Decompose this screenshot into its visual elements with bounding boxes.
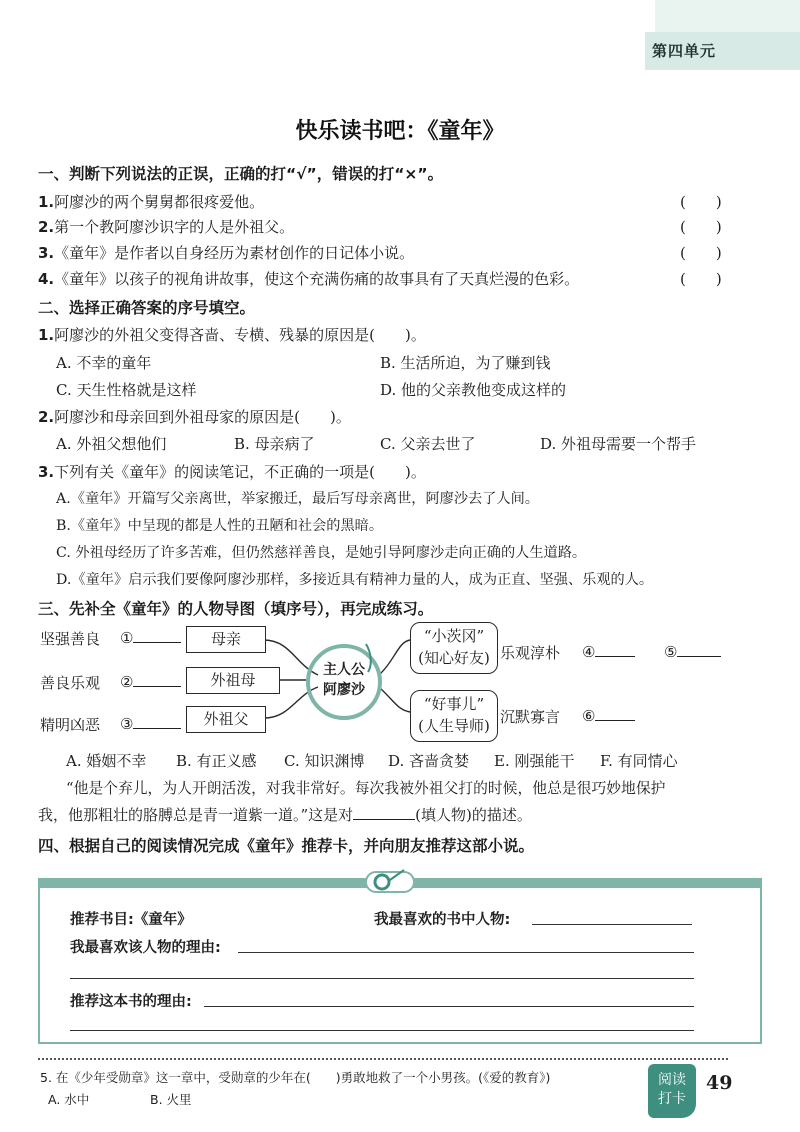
item-text: 阿廖沙的两个舅舅都很疼爱他。 xyxy=(54,193,265,211)
slot-number: ③ xyxy=(120,715,134,733)
slot-5[interactable] xyxy=(664,642,721,661)
question-text: 阿廖沙和母亲回到外祖母家的原因是( )。 xyxy=(54,408,351,426)
q1-option-a: A. 不幸的童年 xyxy=(56,354,152,372)
judge-item-4 xyxy=(38,268,579,289)
node-gypsy xyxy=(410,622,498,674)
slot-4[interactable] xyxy=(582,642,635,661)
q3-option-d: D.《童年》启示我们要像阿廖沙那样，多接近具有精神力量的人，成为正直、坚强、乐观的人。 xyxy=(56,572,654,588)
unit-tab-decoration xyxy=(655,0,800,34)
node-good-business xyxy=(410,690,498,742)
trait-right-2: 沉默寡言 xyxy=(500,708,561,726)
answer-paren-2[interactable]: ( ) xyxy=(680,218,722,236)
q3-option-b: B.《童年》中呈现的都是人性的丑陋和社会的黑暗。 xyxy=(56,518,384,534)
judge-item-1 xyxy=(38,191,264,212)
item-text: 《童年》是作者以自身经历为素材创作的日记体小说。 xyxy=(54,244,415,262)
q2-option-b: B. 母亲病了 xyxy=(234,435,315,453)
map-option-c: C. 知识渊博 xyxy=(284,752,365,770)
section1-heading: 一、判断下列说法的正误，正确的打“√”，错误的打“×”。 xyxy=(38,165,444,183)
protagonist-label: 主人公 xyxy=(323,662,365,678)
fill-blank[interactable] xyxy=(133,628,181,643)
question-text: 阿廖沙的外祖父变得吝啬、专横、残暴的原因是( )。 xyxy=(54,326,426,344)
fill-blank[interactable] xyxy=(133,672,181,687)
slot-2[interactable] xyxy=(120,672,181,691)
protagonist-name: 阿廖沙 xyxy=(323,682,365,698)
map-option-b: B. 有正义感 xyxy=(176,752,257,770)
judge-item-2 xyxy=(38,216,294,237)
reason-input-line-2[interactable] xyxy=(70,978,694,979)
question-text: 下列有关《童年》的阅读笔记，不正确的一项是( )。 xyxy=(54,463,426,481)
footer-option-a: A. 水中 xyxy=(48,1092,90,1107)
trait-left-2: 善良乐观 xyxy=(40,674,101,692)
footer-option-b: B. 火里 xyxy=(150,1092,192,1107)
item-number: 3. xyxy=(38,244,55,262)
answer-paren-3[interactable]: ( ) xyxy=(680,244,722,262)
slot-number: ② xyxy=(120,673,134,691)
reason-label: 我最喜欢该人物的理由: xyxy=(70,940,221,956)
slot-number: ① xyxy=(120,629,134,647)
reason-input[interactable] xyxy=(238,952,694,953)
item-number: 4. xyxy=(38,270,55,288)
protagonist-node xyxy=(306,660,382,700)
passage-text-a: 我，他那粗壮的胳膊总是青一道紫一道。”这是对 xyxy=(38,806,354,824)
item-text: 《童年》以孩子的视角讲故事，使这个充满伤痛的故事具有了天真烂漫的色彩。 xyxy=(54,270,580,288)
node-gypsy-role: (知心好友) xyxy=(418,649,490,667)
choice-question-1 xyxy=(38,324,426,345)
fill-blank[interactable] xyxy=(595,706,635,721)
question-number: 2. xyxy=(38,408,55,426)
item-number: 2. xyxy=(38,218,55,236)
badge-line-2: 打卡 xyxy=(658,1091,686,1107)
slot-1[interactable] xyxy=(120,628,181,647)
passage-line-1: “他是个弃儿，为人开朗活泼，对我非常好。每次我被外祖父打的时候，他总是很巧妙地保护 xyxy=(66,780,666,797)
favorite-character-label: 我最喜欢的书中人物: xyxy=(374,912,511,928)
unit-label: 第四单元 xyxy=(652,42,717,60)
slot-number: ⑤ xyxy=(664,643,678,661)
footer-divider xyxy=(38,1058,728,1060)
slot-6[interactable] xyxy=(582,706,635,725)
answer-paren-1[interactable]: ( ) xyxy=(680,193,722,211)
q1-option-d: D. 他的父亲教他变成这样的 xyxy=(380,381,567,399)
choice-question-3 xyxy=(38,461,426,482)
slot-number: ⑥ xyxy=(582,707,596,725)
trait-left-1: 坚强善良 xyxy=(40,630,101,648)
question-number: 1. xyxy=(38,326,55,344)
passage-text-b: (填人物)的描述。 xyxy=(415,806,532,824)
q1-option-c: C. 天生性格就是这样 xyxy=(56,381,197,399)
map-option-f: F. 有同情心 xyxy=(600,752,678,770)
trait-right-1: 乐观淳朴 xyxy=(500,644,561,662)
q2-option-a: A. 外祖父想他们 xyxy=(56,435,167,453)
node-mother: 母亲 xyxy=(186,626,266,653)
page-number: 49 xyxy=(706,1072,733,1094)
slot-number: ④ xyxy=(582,643,596,661)
footer-question: 5. 在《少年受勋章》这一章中，受勋章的少年在( )勇敢地救了一个小男孩。(《爱的教育》) xyxy=(40,1070,551,1085)
recommend-input-line-2[interactable] xyxy=(70,1030,694,1031)
slot-3[interactable] xyxy=(120,714,181,733)
passage-line-2 xyxy=(38,804,532,825)
node-good-business-name: “好事儿” xyxy=(423,695,485,713)
fill-blank[interactable] xyxy=(133,714,181,729)
fill-blank[interactable] xyxy=(595,642,635,657)
q1-option-b: B. 生活所迫，为了赚到钱 xyxy=(380,354,551,372)
page-title: 快乐读书吧：《童年》 xyxy=(295,119,505,144)
card-clip-icon xyxy=(360,862,420,898)
book-label: 推荐书目:《童年》 xyxy=(70,912,192,928)
recommend-label: 推荐这本书的理由: xyxy=(70,994,192,1010)
node-grandfather: 外祖父 xyxy=(186,706,266,733)
favorite-character-input[interactable] xyxy=(532,924,692,925)
q2-option-c: C. 父亲去世了 xyxy=(380,435,476,453)
judge-item-3 xyxy=(38,242,414,263)
fill-blank[interactable] xyxy=(677,642,721,657)
trait-left-3: 精明凶恶 xyxy=(40,716,101,734)
section4-heading: 四、根据自己的阅读情况完成《童年》推荐卡，并向朋友推荐这部小说。 xyxy=(38,837,535,855)
q3-option-c: C. 外祖母经历了许多苦难，但仍然慈祥善良，是她引导阿廖沙走向正确的人生道路。 xyxy=(56,545,587,561)
map-option-d: D. 吝啬贪婪 xyxy=(388,752,470,770)
choice-question-2 xyxy=(38,406,351,427)
section2-heading: 二、选择正确答案的序号填空。 xyxy=(38,299,256,317)
section3-heading: 三、先补全《童年》的人物导图（填序号），再完成练习。 xyxy=(38,600,434,618)
answer-paren-4[interactable]: ( ) xyxy=(680,270,722,288)
node-gypsy-name: “小茨冈” xyxy=(423,627,485,645)
reading-checkin-badge xyxy=(648,1064,696,1118)
question-number: 3. xyxy=(38,463,55,481)
q3-option-a: A.《童年》开篇写父亲离世，举家搬迁，最后写母亲离世，阿廖沙去了人间。 xyxy=(56,491,539,507)
item-number: 1. xyxy=(38,193,55,211)
q2-option-d: D. 外祖母需要一个帮手 xyxy=(540,435,697,453)
item-text: 第一个教阿廖沙识字的人是外祖父。 xyxy=(54,218,295,236)
node-grandmother: 外祖母 xyxy=(186,667,280,694)
character-blank[interactable] xyxy=(353,805,415,820)
badge-line-1: 阅读 xyxy=(658,1072,686,1088)
node-good-business-role: (人生导师) xyxy=(418,717,490,735)
recommendation-card xyxy=(38,878,762,1044)
map-option-e: E. 刚强能干 xyxy=(494,752,575,770)
map-option-a: A. 婚姻不幸 xyxy=(66,752,147,770)
recommend-input[interactable] xyxy=(204,1006,694,1007)
